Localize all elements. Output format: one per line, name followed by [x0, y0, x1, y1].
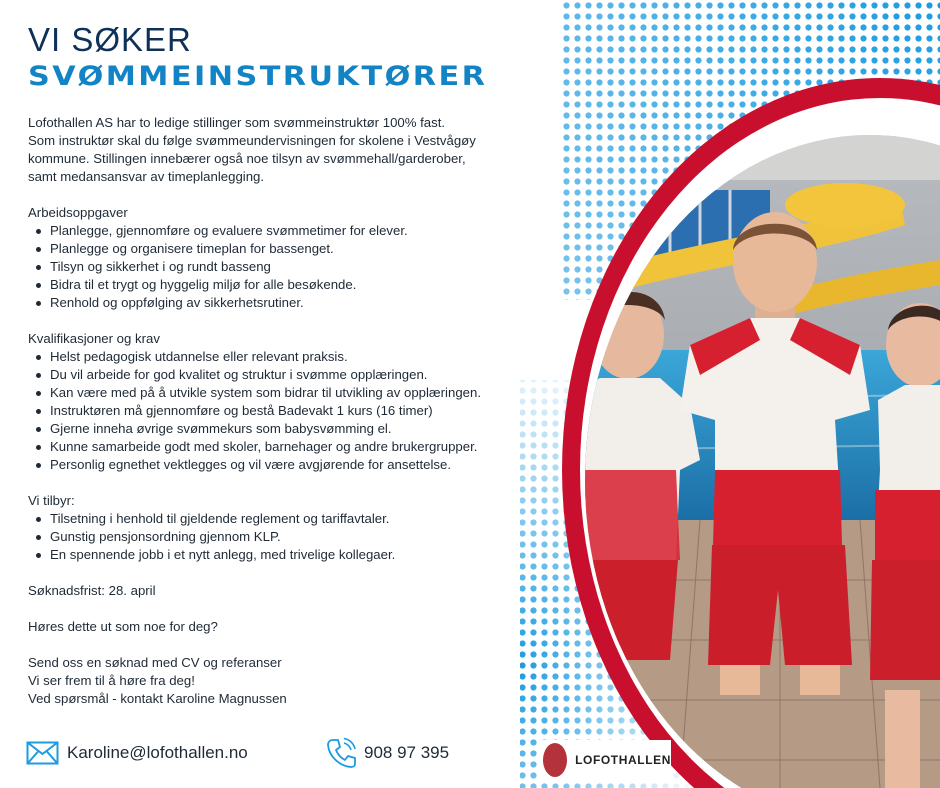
phone-number[interactable]: 908 97 395	[364, 743, 450, 762]
lofothallen-logo	[537, 740, 671, 780]
phone-contact[interactable]	[326, 738, 449, 768]
qualifications-list	[28, 348, 568, 474]
email-link[interactable]: Karoline@lofothallen.no	[67, 743, 248, 762]
email-contact[interactable]	[26, 738, 248, 768]
envelope-icon	[26, 741, 59, 765]
phone-icon	[326, 737, 356, 769]
list-item: Planlegge, gjennomføre og evaluere svømmetimer for elever.	[50, 222, 568, 240]
list-item: Renhold og oppfølging av sikkerhetsrutiner.	[50, 294, 568, 312]
intro-line: kommune. Stillingen innebærer også noe tilsyn av svømmehall/garderober,	[28, 151, 466, 166]
list-item: Tilsyn og sikkerhet i og rundt basseng	[50, 258, 568, 276]
list-item: En spennende jobb i et nytt anlegg, med trivelige kollegaer.	[50, 546, 568, 564]
list-item: Kan være med på å utvikle system som bidrar til utvikling av opplæringen.	[50, 384, 568, 402]
list-item: Bidra til et trygt og hyggelig miljø for alle besøkende.	[50, 276, 568, 294]
list-item: Kunne samarbeide godt med skoler, barnehager og andre brukergrupper.	[50, 438, 568, 456]
list-item: Planlegge og organisere timeplan for bassenget.	[50, 240, 568, 258]
tasks-list	[28, 222, 568, 312]
intro-line: samt medansansvar av timeplanlegging.	[28, 169, 265, 184]
question: Høres dette ut som noe for deg?	[28, 619, 218, 634]
deadline: Søknadsfrist: 28. april	[28, 583, 156, 598]
job-description	[28, 114, 568, 708]
tasks-title: Arbeidsoppgaver	[28, 205, 128, 220]
list-item: Gunstig pensjonsordning gjennom KLP.	[50, 528, 568, 546]
page-title: VI SØKER	[28, 21, 192, 58]
list-item: Gjerne inneha øvrige svømmekurs som babysvømming el.	[50, 420, 568, 438]
list-item: Tilsetning i henhold til gjeldende reglement og tariffavtaler.	[50, 510, 568, 528]
list-item: Personlig egnethet vektlegges og vil være avgjørende for ansettelse.	[50, 456, 568, 474]
qualifications-title: Kvalifikasjoner og krav	[28, 331, 160, 346]
page-subtitle: SVØMMEINSTRUKTØRER	[28, 61, 488, 92]
list-item: Helst pedagogisk utdannelse eller relevant praksis.	[50, 348, 568, 366]
list-item: Instruktøren må gjennomføre og bestå Badevakt 1 kurs (16 timer)	[50, 402, 568, 420]
offer-title: Vi tilbyr:	[28, 493, 75, 508]
logo-text: LOFOTHALLEN	[575, 753, 671, 767]
offer-list	[28, 510, 568, 564]
closing-line: Send oss en søknad med CV og referanser	[28, 655, 282, 670]
intro-line: Lofothallen AS har to ledige stillinger som svømmeinstruktør 100% fast.	[28, 115, 446, 130]
closing-line: Ved spørsmål - kontakt Karoline Magnussen	[28, 691, 287, 706]
closing-line: Vi ser frem til å høre fra deg!	[28, 673, 195, 688]
list-item: Du vil arbeide for god kvalitet og struktur i svømme opplæringen.	[50, 366, 568, 384]
intro-line: Som instruktør skal du følge svømmeundervisningen for skolene i Vestvågøy	[28, 133, 476, 148]
logo-circle-icon	[543, 743, 567, 777]
